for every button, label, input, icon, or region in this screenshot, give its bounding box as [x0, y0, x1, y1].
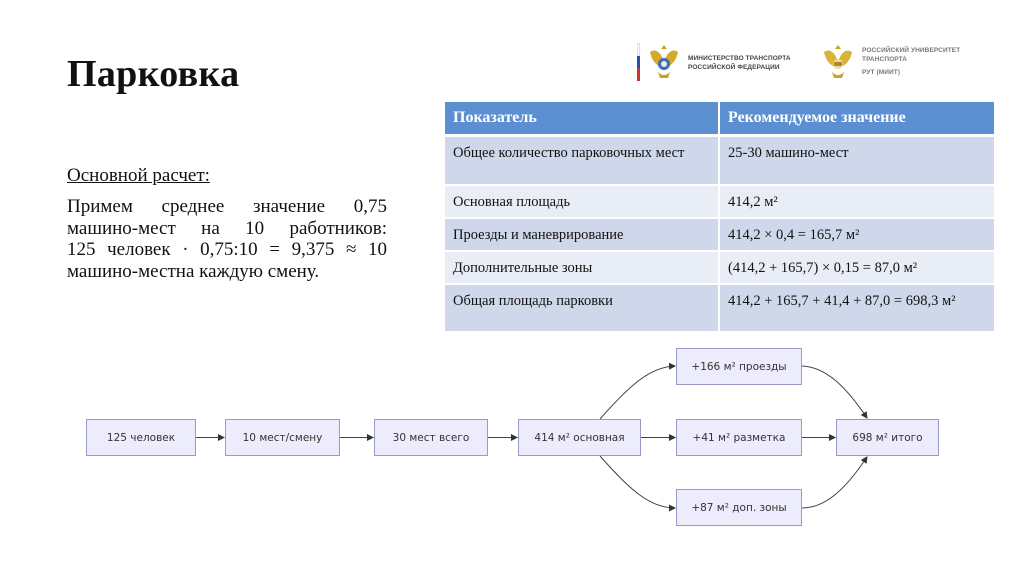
- node-166-driveways: +166 м² проезды: [676, 348, 802, 385]
- table-cell: Дополнительные зоны: [445, 251, 719, 284]
- header-indicator: Показатель: [445, 102, 719, 136]
- paragraph-line: 125 человек · 0,75:10 = 9,375 ≈ 10: [67, 239, 387, 260]
- arrow-n5-n8: [802, 366, 867, 418]
- node-10-per-shift: 10 мест/смену: [225, 419, 340, 456]
- table-cell: 25-30 машино-мест: [719, 136, 994, 185]
- university-line3: РУТ (МИИТ): [862, 69, 901, 76]
- ministry-line2: РОССИЙСКОЙ ФЕДЕРАЦИИ: [688, 64, 780, 71]
- table-cell: (414,2 + 165,7) × 0,15 = 87,0 м²: [719, 251, 994, 284]
- table-cell: Общая площадь парковки: [445, 284, 719, 332]
- paragraph-line: машино-мест на 10 работников:: [67, 217, 387, 239]
- node-414-main: 414 м² основная: [518, 419, 641, 456]
- node-41-marking: +41 м² разметка: [676, 419, 802, 456]
- table-cell: 414,2 + 165,7 + 41,4 + 87,0 = 698,3 м²: [719, 284, 994, 332]
- node-125-people: 125 человек: [86, 419, 196, 456]
- arrow-n4-n5: [600, 366, 675, 419]
- arrow-n7-n8: [802, 457, 867, 508]
- header-recommended-value: Рекомендуемое значение: [719, 102, 994, 136]
- node-698-total: 698 м² итого: [836, 419, 939, 456]
- ministry-line1: МИНИСТЕРСТВО ТРАНСПОРТА: [688, 55, 791, 62]
- arrow-n4-n7: [600, 456, 675, 508]
- node-30-total: 30 мест всего: [374, 419, 488, 456]
- paragraph-line: Примем среднее значение 0,75: [67, 196, 387, 217]
- table-cell: Основная площадь: [445, 185, 719, 218]
- table-cell: Общее количество парковочных мест: [445, 136, 719, 185]
- university-line2: ТРАНСПОРТА: [862, 56, 908, 63]
- university-line1: РОССИЙСКИЙ УНИВЕРСИТЕТ: [862, 47, 961, 54]
- calc-subheading: Основной расчет:: [67, 165, 210, 186]
- node-87-extra-zones: +87 м² доп. зоны: [676, 489, 802, 526]
- paragraph-line: машино-местна каждую смену.: [67, 260, 320, 282]
- table-cell: Проезды и маневрирование: [445, 218, 719, 251]
- table-cell: 414,2 м²: [719, 185, 994, 218]
- table-cell: 414,2 × 0,4 = 165,7 м²: [719, 218, 994, 251]
- slide-title: Парковка: [67, 53, 240, 95]
